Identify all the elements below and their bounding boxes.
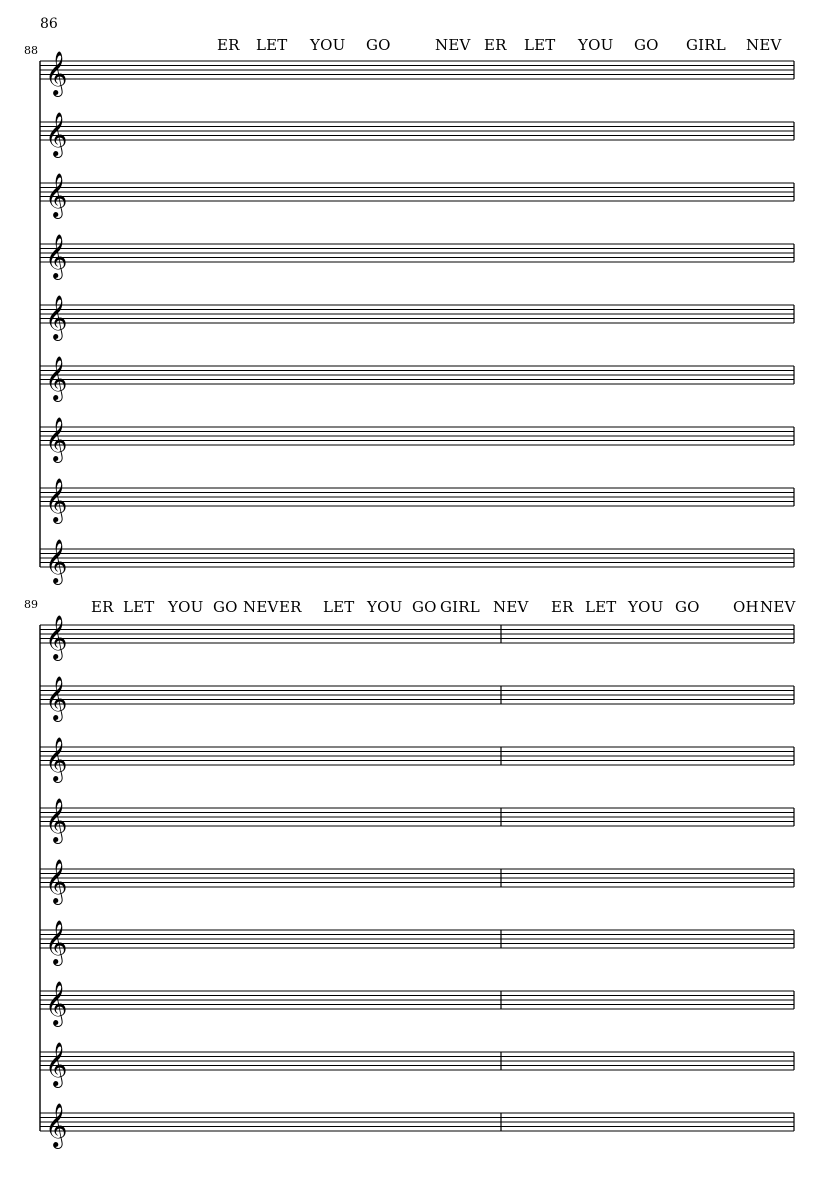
staff [40, 539, 794, 585]
staff [40, 417, 794, 463]
staff [40, 737, 794, 783]
lyric-syllable: LET [323, 598, 355, 616]
treble-clef-icon: 𝄞 [45, 1103, 68, 1147]
treble-clef-icon: 𝄞 [45, 51, 68, 95]
lyric-syllable: NEV [243, 598, 279, 616]
staff [40, 920, 794, 966]
lyric-syllable: LET [585, 598, 617, 616]
staff [40, 295, 794, 341]
treble-clef-icon: 𝄞 [45, 478, 68, 522]
lyric-syllable: YOU [628, 598, 664, 616]
lyric-syllable: GO [213, 598, 238, 616]
page-number: 86 [40, 16, 58, 32]
treble-clef-icon: 𝄞 [45, 859, 68, 903]
staff [40, 478, 794, 524]
treble-clef-icon: 𝄞 [45, 112, 68, 156]
lyric-syllable: ER [551, 598, 574, 616]
lyric-syllable: GIRL [686, 36, 726, 54]
lyric-syllable: LET [256, 36, 288, 54]
lyric-syllable: GO [675, 598, 700, 616]
staff [40, 356, 794, 402]
treble-clef-icon: 𝄞 [45, 295, 68, 339]
staff [40, 51, 794, 97]
lyric-syllable: NEV [493, 598, 529, 616]
lyric-syllable: NEV [435, 36, 471, 54]
lyric-syllable: NEV [760, 598, 796, 616]
measure-number-89: 89 [24, 598, 38, 611]
treble-clef-icon: 𝄞 [45, 676, 68, 720]
staff [40, 615, 794, 661]
treble-clef-icon: 𝄞 [45, 615, 68, 659]
lyric-syllable: YOU [168, 598, 204, 616]
lyric-syllable: YOU [367, 598, 403, 616]
lyric-syllable: ER [217, 36, 240, 54]
treble-clef-icon: 𝄞 [45, 417, 68, 461]
measure-number-88: 88 [24, 44, 38, 57]
staff [40, 798, 794, 844]
lyric-syllable: YOU [578, 36, 614, 54]
treble-clef-icon: 𝄞 [45, 981, 68, 1025]
lyric-syllable: GO [412, 598, 437, 616]
treble-clef-icon: 𝄞 [45, 737, 68, 781]
treble-clef-icon: 𝄞 [45, 234, 68, 278]
staff [40, 1042, 794, 1088]
staff [40, 859, 794, 905]
lyric-syllable: LET [123, 598, 155, 616]
staff [40, 981, 794, 1027]
treble-clef-icon: 𝄞 [45, 920, 68, 964]
lyric-syllable: ER [91, 598, 114, 616]
treble-clef-icon: 𝄞 [45, 173, 68, 217]
staff [40, 112, 794, 158]
lyric-syllable: GO [634, 36, 659, 54]
staff [40, 234, 794, 280]
lyric-syllable: ER [484, 36, 507, 54]
treble-clef-icon: 𝄞 [45, 798, 68, 842]
treble-clef-icon: 𝄞 [45, 539, 68, 583]
treble-clef-icon: 𝄞 [45, 1042, 68, 1086]
lyric-syllable: NEV [746, 36, 782, 54]
lyric-syllable: GO [366, 36, 391, 54]
lyric-syllable: LET [524, 36, 556, 54]
staff [40, 1103, 794, 1149]
lyric-syllable: YOU [310, 36, 346, 54]
staff [40, 173, 794, 219]
lyric-syllable: ER [279, 598, 302, 616]
lyric-syllable: OH [733, 598, 759, 616]
staff [40, 676, 794, 722]
treble-clef-icon: 𝄞 [45, 356, 68, 400]
lyric-syllable: GIRL [440, 598, 480, 616]
